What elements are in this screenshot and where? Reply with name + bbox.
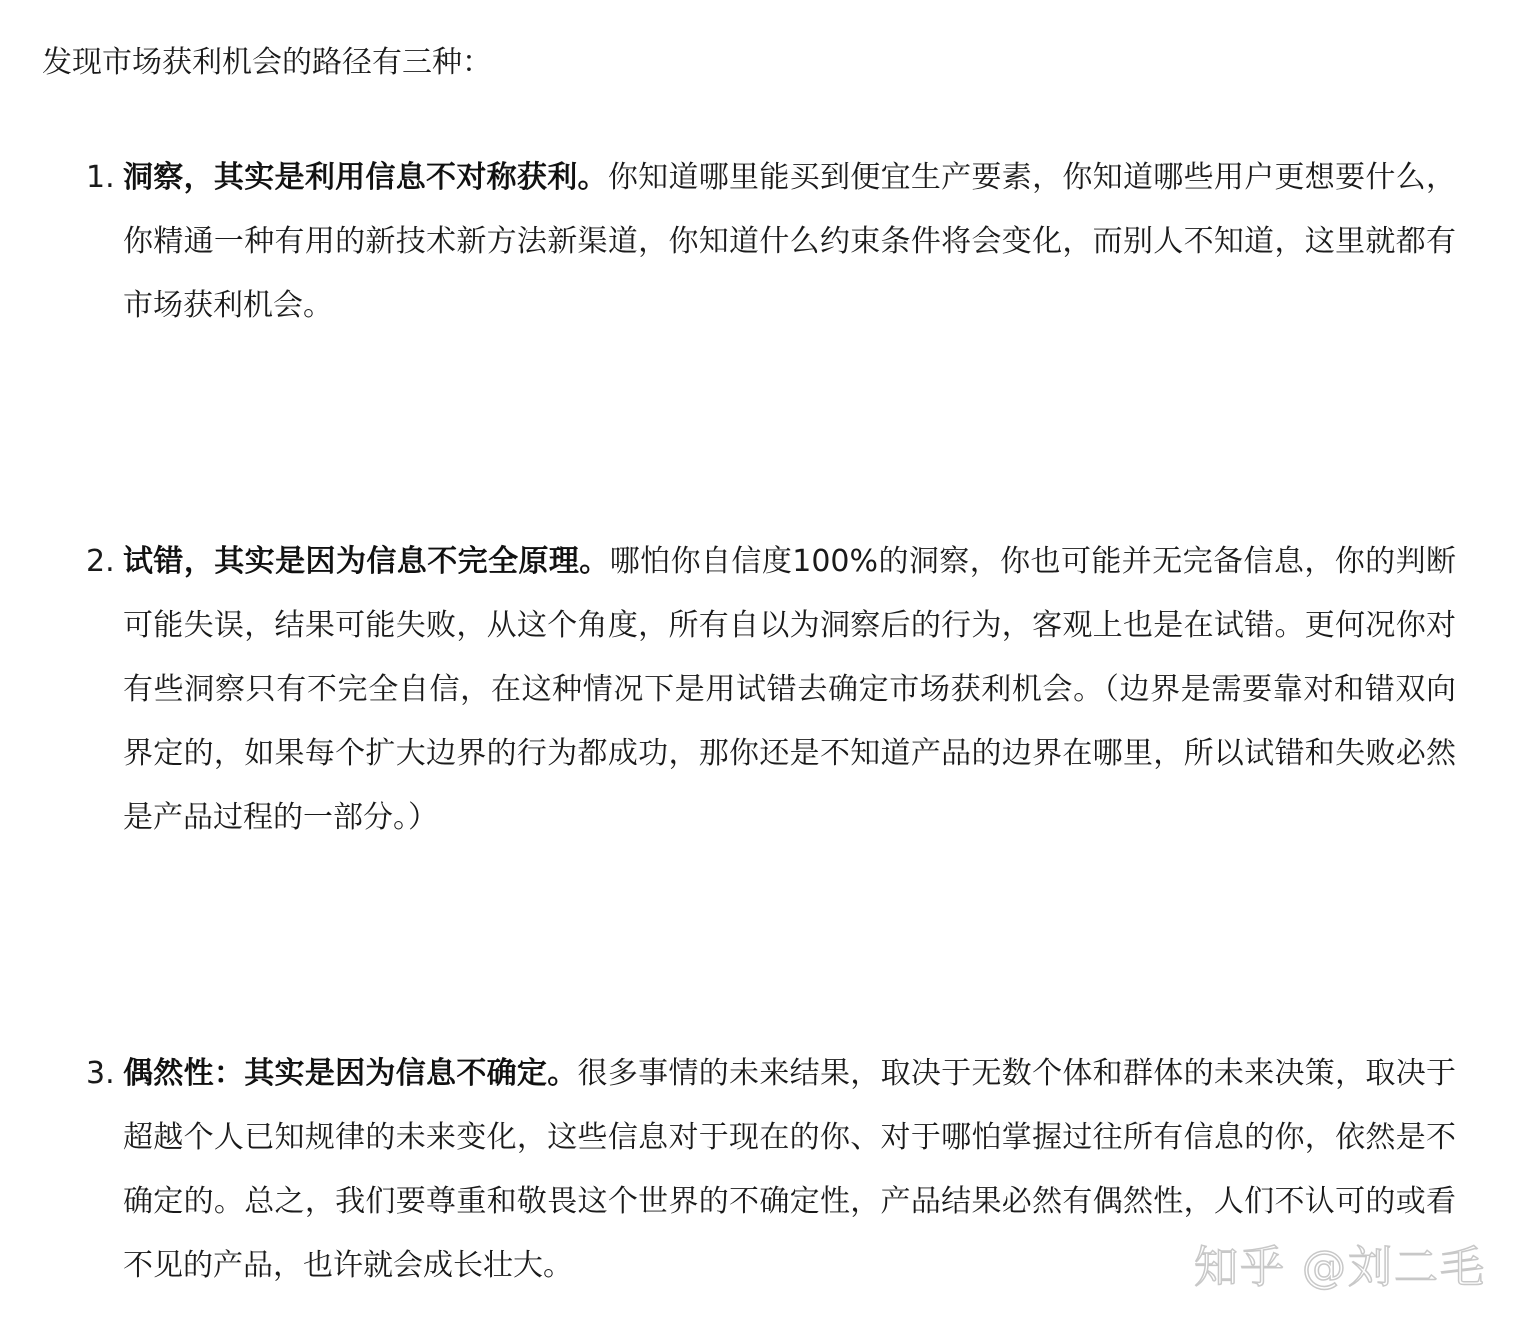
list-item-text: 很多事情的未来结果，取决于无数个体和群体的未来决策，取决于超越个人已知规律的未来变化，这些信息对于现在的你、对于哪怕掌握过往所有信息的你，依然是不确定的。总之，我们要尊重和敬畏这个世界的不确定性，产品结果必然有偶然性，人们不认可的或看不见的产品，也许就会成长壮大。 [123, 1056, 1457, 1283]
list-item-body [86, 530, 1456, 850]
list-item-lead: 试错，其实是因为信息不完全原理。 [123, 544, 610, 579]
list-item-text: 你知道哪里能买到便宜生产要素，你知道哪些用户更想要什么，你精通一种有用的新技术新方法新渠道，你知道什么约束条件将会变化，而别人不知道，这里就都有市场获利机会。 [123, 160, 1457, 323]
list-item-text: 哪怕你自信度100%的洞察，你也可能并无完备信息，你的判断可能失误，结果可能失败，从这个角度，所有自以为洞察后的行为，客观上也是在试错。更何况你对有些洞察只有不完全自信，在这种情况下是用试错去确定市场获利机会。（边界是需要靠对和错双向界定的，如果每个扩大边界的行为都成功，那你还是不知道产品的边界在哪里，所以试错和失败必然是产品过程的一部分。） [123, 544, 1456, 835]
list-item-lead: 洞察，其实是利用信息不对称获利。 [123, 160, 608, 195]
list-number: 2. [86, 544, 115, 579]
list-item-lead: 偶然性：其实是因为信息不确定。 [123, 1056, 578, 1091]
zhihu-watermark: 知乎 @刘二毛 [1194, 1242, 1486, 1293]
list-item-insight [86, 146, 1456, 338]
list-number: 3. [86, 1056, 115, 1091]
list-item-trial-error [86, 530, 1456, 850]
list-item-body [86, 146, 1456, 338]
intro-text: 发现市场获利机会的路径有三种： [42, 45, 492, 80]
list-number: 1. [86, 160, 115, 195]
